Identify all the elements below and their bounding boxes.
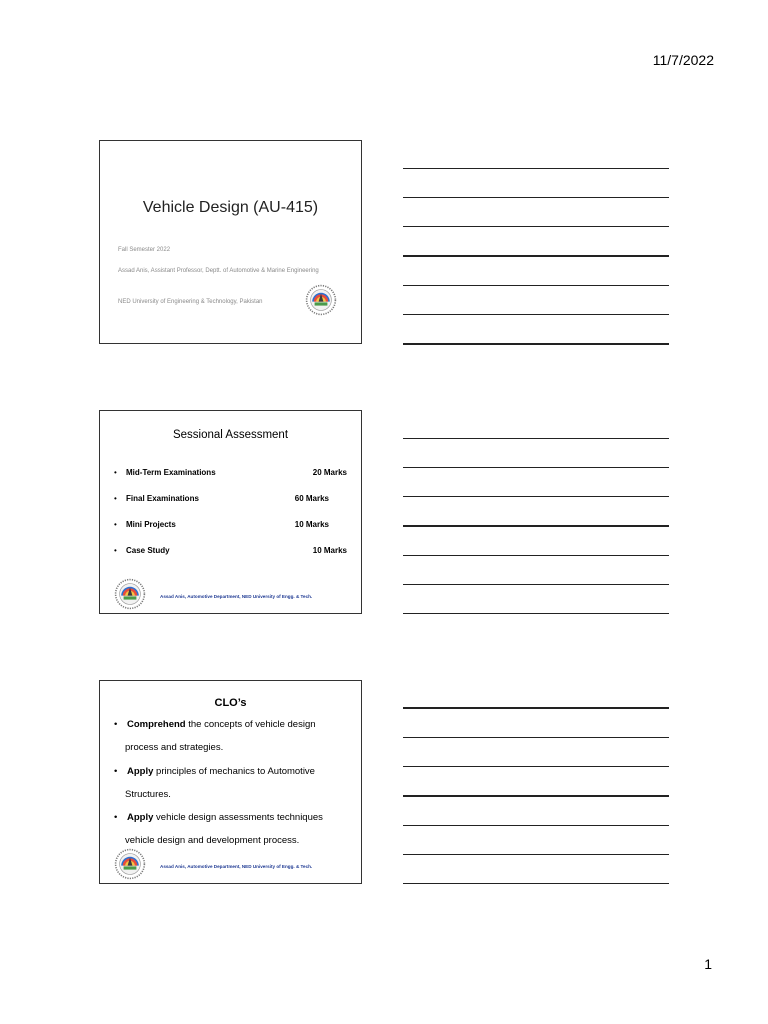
note-line bbox=[403, 197, 669, 198]
note-line bbox=[403, 467, 669, 468]
slide-heading: Sessional Assessment bbox=[172, 429, 289, 441]
assessment-label: Case Study bbox=[126, 546, 170, 555]
note-line bbox=[403, 707, 669, 709]
clo-item-continuation: process and strategies. bbox=[125, 742, 224, 753]
assessment-row bbox=[114, 494, 347, 506]
assessment-marks: 20 Marks bbox=[312, 468, 347, 477]
assessment-row bbox=[114, 468, 347, 480]
clo-item-continuation: Structures. bbox=[125, 789, 171, 800]
slide-footer: Assad Anis, Automotive Department, NED University of Engg. & Tech. bbox=[160, 864, 313, 869]
note-line bbox=[403, 168, 669, 169]
note-line bbox=[403, 737, 669, 738]
note-line bbox=[403, 854, 669, 855]
note-line bbox=[403, 496, 669, 497]
note-line bbox=[403, 555, 669, 556]
clo-text: vehicle design assessments techniques bbox=[153, 812, 323, 823]
note-line bbox=[403, 883, 669, 884]
bullet: • bbox=[114, 766, 118, 777]
note-line bbox=[403, 255, 669, 257]
note-line bbox=[403, 285, 669, 286]
bullet: • bbox=[114, 546, 117, 555]
note-line bbox=[403, 613, 669, 614]
slide-sessional-assessment bbox=[99, 410, 362, 614]
university-text: NED University of Engineering & Technology, Pakistan bbox=[118, 299, 263, 305]
ned-university-logo-icon bbox=[114, 578, 146, 610]
note-line bbox=[403, 438, 669, 439]
page-number: 1 bbox=[704, 956, 712, 972]
note-line bbox=[403, 343, 669, 345]
note-line bbox=[403, 766, 669, 767]
note-line bbox=[403, 525, 669, 527]
author-text: Assad Anis, Assistant Professor, Deptt. of Automotive & Marine Engineering bbox=[118, 268, 319, 274]
bullet: • bbox=[114, 468, 117, 477]
page-date: 11/7/2022 bbox=[652, 52, 714, 68]
slide-clos bbox=[99, 680, 362, 884]
clo-item bbox=[114, 812, 347, 824]
bullet: • bbox=[114, 719, 118, 730]
clo-verb: Comprehend bbox=[127, 719, 186, 730]
note-line bbox=[403, 795, 669, 797]
ned-university-logo-icon bbox=[114, 848, 146, 880]
note-line bbox=[403, 314, 669, 315]
assessment-label: Final Examinations bbox=[126, 494, 199, 503]
clo-item bbox=[114, 766, 347, 778]
clo-item bbox=[114, 719, 347, 731]
slide-title-heading: Vehicle Design (AU-415) bbox=[142, 199, 319, 216]
assessment-marks: 60 Marks bbox=[294, 494, 329, 503]
bullet: • bbox=[114, 494, 117, 503]
clo-verb: Apply bbox=[127, 766, 154, 777]
assessment-label: Mid-Term Examinations bbox=[126, 468, 216, 477]
bullet: • bbox=[114, 812, 118, 823]
note-line bbox=[403, 584, 669, 585]
assessment-marks: 10 Marks bbox=[294, 520, 329, 529]
assessment-label: Mini Projects bbox=[126, 520, 176, 529]
clo-text: the concepts of vehicle design bbox=[185, 719, 316, 730]
clo-text: principles of mechanics to Automotive bbox=[153, 766, 315, 777]
note-line bbox=[403, 226, 669, 227]
assessment-marks: 10 Marks bbox=[312, 546, 347, 555]
semester-text: Fall Semester 2022 bbox=[118, 247, 171, 253]
clo-item-continuation: vehicle design and development process. bbox=[125, 835, 300, 846]
slide-heading: CLO’s bbox=[214, 697, 247, 709]
assessment-row bbox=[114, 546, 347, 558]
ned-university-logo-icon bbox=[305, 284, 337, 316]
slide-footer: Assad Anis, Automotive Department, NED University of Engg. & Tech. bbox=[160, 594, 313, 599]
assessment-row bbox=[114, 520, 347, 532]
clo-verb: Apply bbox=[127, 812, 154, 823]
slide-title bbox=[99, 140, 362, 344]
bullet: • bbox=[114, 520, 117, 529]
note-line bbox=[403, 825, 669, 826]
